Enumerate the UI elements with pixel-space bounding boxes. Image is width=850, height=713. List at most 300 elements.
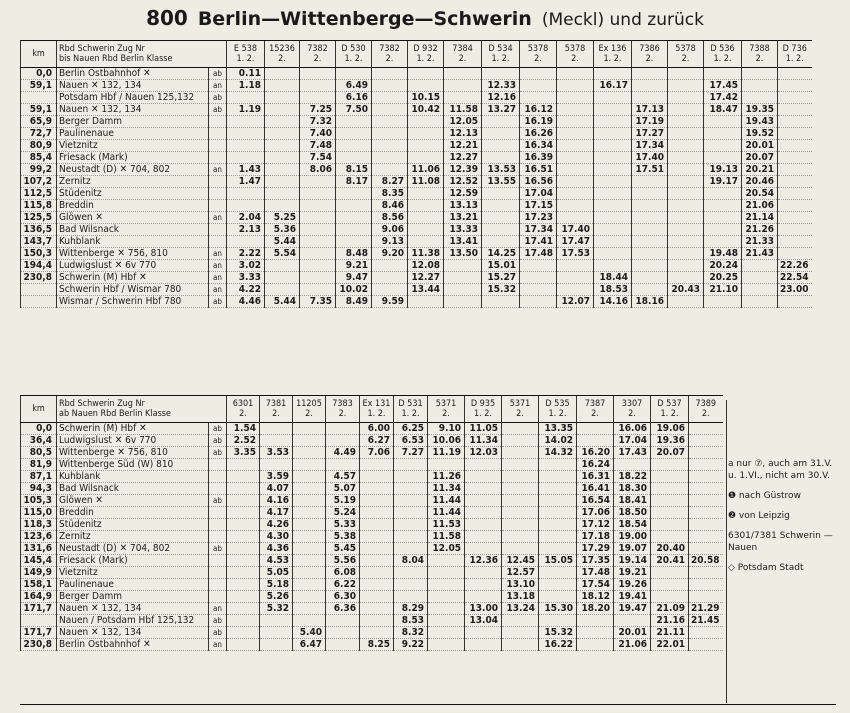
time-cell: 12.21: [444, 140, 482, 152]
train-class: 1. 2.: [416, 54, 435, 64]
time-cell: [668, 80, 704, 92]
time-cell: 1.47: [227, 176, 265, 188]
time-cell: [227, 116, 265, 128]
time-cell: [577, 627, 614, 639]
time-cell: 19.26: [614, 579, 651, 591]
time-cell: 21.14: [742, 212, 778, 224]
time-cell: [482, 200, 520, 212]
train-number: 5378: [527, 44, 549, 54]
time-cell: 8.15: [336, 164, 372, 176]
time-cell: [778, 164, 812, 176]
time-cell: [482, 188, 520, 200]
time-cell: [227, 555, 260, 567]
time-cell: 16.34: [520, 140, 557, 152]
station-name: Friesack (Mark): [57, 555, 209, 567]
time-cell: [260, 423, 293, 435]
station-row: [21, 68, 812, 80]
time-cell: 13.41: [444, 236, 482, 248]
station-row: [21, 639, 723, 651]
time-cell: 6.25: [394, 423, 428, 435]
time-cell: [428, 591, 465, 603]
time-cell: 7.06: [360, 447, 394, 459]
time-cell: [360, 543, 394, 555]
time-cell: [594, 236, 632, 248]
train-header: [227, 396, 260, 423]
station-name: Paulinenaue: [57, 579, 209, 591]
train-header: [265, 41, 300, 68]
time-cell: 17.04: [520, 188, 557, 200]
time-cell: [265, 176, 300, 188]
time-cell: [668, 200, 704, 212]
time-cell: 21.29: [689, 603, 723, 615]
time-cell: [689, 423, 723, 435]
time-cell: 17.41: [520, 236, 557, 248]
train-class: 2.: [534, 54, 542, 64]
train-number: D 531: [398, 399, 423, 409]
time-cell: [557, 68, 594, 80]
time-cell: [594, 152, 632, 164]
time-cell: [408, 140, 444, 152]
train-class: 2.: [442, 409, 450, 419]
time-cell: 8.25: [360, 639, 394, 651]
time-cell: 19.36: [651, 435, 689, 447]
time-cell: [300, 248, 336, 260]
time-cell: 4.36: [260, 543, 293, 555]
time-cell: 18.16: [632, 296, 668, 308]
train-number: D 534: [488, 44, 513, 54]
time-cell: 5.36: [265, 224, 300, 236]
time-cell: [632, 68, 668, 80]
station-name: Berlin Ostbahnhof ✕: [57, 639, 209, 651]
time-cell: 5.40: [293, 627, 326, 639]
time-cell: 16.22: [539, 639, 577, 651]
km-value: [21, 92, 57, 104]
time-cell: [300, 212, 336, 224]
time-cell: [372, 128, 408, 140]
station-row: [21, 543, 723, 555]
time-cell: [293, 531, 326, 543]
arr-dep: [209, 128, 227, 140]
time-cell: 17.12: [577, 519, 614, 531]
time-cell: [520, 272, 557, 284]
time-cell: [689, 531, 723, 543]
time-cell: [778, 128, 812, 140]
time-cell: 19.47: [614, 603, 651, 615]
time-cell: [265, 200, 300, 212]
time-cell: 11.38: [408, 248, 444, 260]
time-cell: [300, 80, 336, 92]
time-cell: [651, 591, 689, 603]
time-cell: [293, 435, 326, 447]
time-cell: [502, 519, 539, 531]
train-header: [372, 41, 408, 68]
time-cell: 19.21: [614, 567, 651, 579]
arr-dep: ab: [209, 543, 227, 555]
time-cell: [372, 272, 408, 284]
station-row: [21, 459, 723, 471]
station-name: Paulinenaue: [57, 128, 209, 140]
time-cell: 16.12: [520, 104, 557, 116]
time-cell: 0.11: [227, 68, 265, 80]
time-cell: [336, 116, 372, 128]
time-cell: [227, 627, 260, 639]
time-cell: [408, 296, 444, 308]
time-cell: [704, 224, 742, 236]
station-row: [21, 200, 812, 212]
header-label: [57, 396, 227, 423]
time-cell: 16.19: [520, 116, 557, 128]
train-number: D 935: [470, 399, 496, 409]
time-cell: 19.52: [742, 128, 778, 140]
time-cell: 5.33: [326, 519, 360, 531]
station-name: Nauen ✕ 132, 134: [57, 80, 209, 92]
route-name: Berlin—Wittenberge—Schwerin: [197, 8, 532, 30]
time-cell: [520, 92, 557, 104]
train-header: [520, 41, 557, 68]
time-cell: [557, 92, 594, 104]
time-cell: [227, 188, 265, 200]
footnote: ◇ Potsdam Stadt: [728, 563, 804, 573]
time-cell: 4.22: [227, 284, 265, 296]
time-cell: 18.12: [577, 591, 614, 603]
time-cell: [408, 80, 444, 92]
train-header: [444, 41, 482, 68]
time-cell: [594, 248, 632, 260]
train-number: D 736: [782, 44, 807, 54]
train-header: [336, 41, 372, 68]
time-cell: [428, 603, 465, 615]
time-cell: [408, 212, 444, 224]
train-header: [614, 396, 651, 423]
time-cell: [227, 200, 265, 212]
station-name: Neustadt (D) ✕ 704, 802: [57, 164, 209, 176]
time-cell: [668, 260, 704, 272]
arr-dep: an: [209, 164, 227, 176]
train-class: 2.: [458, 54, 467, 64]
time-cell: [577, 423, 614, 435]
time-cell: [444, 284, 482, 296]
time-cell: 6.49: [336, 80, 372, 92]
station-row: [21, 248, 812, 260]
time-cell: [502, 543, 539, 555]
time-cell: 19.13: [704, 164, 742, 176]
time-cell: 10.06: [428, 435, 465, 447]
time-cell: [394, 483, 428, 495]
time-cell: [227, 471, 260, 483]
station-row: [21, 116, 812, 128]
time-cell: 2.13: [227, 224, 265, 236]
footnotes: [728, 458, 840, 582]
train-header: [502, 396, 539, 423]
time-cell: [227, 579, 260, 591]
time-cell: [394, 459, 428, 471]
time-cell: 3.53: [260, 447, 293, 459]
time-cell: [372, 104, 408, 116]
footnote: ❷ von Leipzig: [728, 511, 790, 521]
time-cell: [300, 68, 336, 80]
station-row: [21, 495, 723, 507]
station-row: [21, 152, 812, 164]
time-cell: [668, 164, 704, 176]
time-cell: [394, 471, 428, 483]
station-name: Potsdam Hbf / Nauen 125,132: [57, 92, 209, 104]
arr-dep: [209, 579, 227, 591]
arr-dep: [209, 591, 227, 603]
arr-dep: [209, 200, 227, 212]
time-cell: 5.19: [326, 495, 360, 507]
time-cell: 23.00: [778, 284, 812, 296]
time-cell: 13.27: [482, 104, 520, 116]
train-number: 7382: [379, 44, 400, 54]
time-cell: 13.35: [539, 423, 577, 435]
time-cell: [632, 248, 668, 260]
train-number: D 537: [657, 399, 682, 409]
time-cell: 5.38: [326, 531, 360, 543]
time-cell: 12.05: [428, 543, 465, 555]
time-cell: [408, 188, 444, 200]
time-cell: 5.45: [326, 543, 360, 555]
time-cell: [227, 92, 265, 104]
time-cell: [742, 272, 778, 284]
time-cell: [227, 128, 265, 140]
time-cell: 21.06: [614, 639, 651, 651]
time-cell: [704, 212, 742, 224]
time-cell: [539, 591, 577, 603]
station-name: Glöwen ✕: [57, 212, 209, 224]
time-cell: 17.43: [614, 447, 651, 459]
time-cell: 4.26: [260, 519, 293, 531]
time-cell: [742, 284, 778, 296]
time-cell: [372, 140, 408, 152]
time-cell: 8.53: [394, 615, 428, 627]
time-cell: 21.09: [651, 603, 689, 615]
time-cell: 5.07: [326, 483, 360, 495]
time-cell: [360, 495, 394, 507]
time-cell: 2.04: [227, 212, 265, 224]
time-cell: [428, 579, 465, 591]
time-cell: 5.26: [260, 591, 293, 603]
time-cell: [265, 188, 300, 200]
time-cell: 21.11: [651, 627, 689, 639]
time-cell: [300, 188, 336, 200]
time-cell: 13.55: [482, 176, 520, 188]
km-value: 0,0: [21, 68, 57, 80]
time-cell: [293, 555, 326, 567]
time-cell: 18.53: [594, 284, 632, 296]
time-cell: 22.54: [778, 272, 812, 284]
time-cell: 14.16: [594, 296, 632, 308]
time-cell: [465, 459, 502, 471]
time-cell: [651, 495, 689, 507]
time-cell: [265, 272, 300, 284]
time-cell: 12.57: [502, 567, 539, 579]
time-cell: [594, 92, 632, 104]
arr-dep: an: [209, 639, 227, 651]
time-cell: [502, 615, 539, 627]
train-class: 1. 2.: [548, 409, 567, 419]
station-row: [21, 435, 723, 447]
time-cell: [482, 128, 520, 140]
time-cell: 20.07: [742, 152, 778, 164]
station-name: Berger Damm: [57, 591, 209, 603]
time-cell: 8.46: [372, 200, 408, 212]
train-header: [227, 41, 265, 68]
time-cell: 15.27: [482, 272, 520, 284]
time-cell: [742, 80, 778, 92]
time-cell: 7.48: [300, 140, 336, 152]
time-cell: [689, 591, 723, 603]
time-cell: [265, 140, 300, 152]
station-name: Ludwigslust ✕ 6v 770: [57, 435, 209, 447]
time-cell: 18.54: [614, 519, 651, 531]
train-class: 1. 2.: [236, 54, 255, 64]
time-cell: 13.18: [502, 591, 539, 603]
station-name: Kuhblank: [57, 471, 209, 483]
time-cell: 22.26: [778, 260, 812, 272]
station-name: Vietznitz: [57, 567, 209, 579]
time-cell: [557, 212, 594, 224]
station-name: Wittenberge ✕ 756, 810: [57, 248, 209, 260]
km-value: 112,5: [21, 188, 57, 200]
km-value: 36,4: [21, 435, 57, 447]
arr-dep: [209, 483, 227, 495]
time-cell: 15.32: [539, 627, 577, 639]
time-cell: [689, 471, 723, 483]
time-cell: 11.08: [408, 176, 444, 188]
time-cell: 19.14: [614, 555, 651, 567]
time-cell: 18.41: [614, 495, 651, 507]
station-name: Nauen ✕ 132, 134: [57, 603, 209, 615]
time-cell: [704, 152, 742, 164]
time-cell: 11.05: [465, 423, 502, 435]
time-cell: 5.54: [265, 248, 300, 260]
km-value: 230,8: [21, 639, 57, 651]
time-cell: 5.44: [265, 236, 300, 248]
time-cell: [594, 116, 632, 128]
time-cell: [668, 296, 704, 308]
time-cell: 21.16: [651, 615, 689, 627]
time-cell: 16.39: [520, 152, 557, 164]
time-cell: [293, 591, 326, 603]
arr-dep: [209, 176, 227, 188]
time-cell: [557, 128, 594, 140]
train-class: 2.: [571, 54, 579, 64]
time-cell: 19.48: [704, 248, 742, 260]
time-cell: [594, 200, 632, 212]
bottom-timetable: [20, 395, 723, 651]
time-cell: 6.30: [326, 591, 360, 603]
km-value: 118,3: [21, 519, 57, 531]
time-cell: [372, 116, 408, 128]
time-cell: 1.43: [227, 164, 265, 176]
time-cell: [336, 68, 372, 80]
train-number: Ex 131: [362, 399, 391, 409]
time-cell: 18.30: [614, 483, 651, 495]
station-row: [21, 128, 812, 140]
arr-dep: [209, 555, 227, 567]
train-header: [300, 41, 336, 68]
time-cell: [265, 284, 300, 296]
station-name: Berger Damm: [57, 116, 209, 128]
time-cell: 17.34: [520, 224, 557, 236]
time-cell: [557, 116, 594, 128]
train-class: 2.: [338, 409, 347, 419]
time-cell: [557, 176, 594, 188]
time-cell: [326, 459, 360, 471]
time-cell: 5.56: [326, 555, 360, 567]
time-cell: 8.35: [372, 188, 408, 200]
time-cell: [465, 579, 502, 591]
time-cell: 6.22: [326, 579, 360, 591]
time-cell: [778, 188, 812, 200]
time-cell: [482, 224, 520, 236]
time-cell: [336, 140, 372, 152]
km-value: 123,6: [21, 531, 57, 543]
time-cell: 17.06: [577, 507, 614, 519]
train-class: 2.: [272, 409, 280, 419]
table-number: 800: [146, 6, 188, 30]
time-cell: [444, 296, 482, 308]
station-name: Stüdenitz: [57, 188, 209, 200]
time-cell: [502, 423, 539, 435]
time-cell: [300, 272, 336, 284]
station-name: Friesack (Mark): [57, 152, 209, 164]
train-header: [668, 41, 704, 68]
km-value: 171,7: [21, 603, 57, 615]
station-name: Breddin: [57, 507, 209, 519]
time-cell: [227, 140, 265, 152]
time-cell: [293, 447, 326, 459]
time-cell: 17.23: [520, 212, 557, 224]
station-row: [21, 260, 812, 272]
train-number: 5371: [509, 399, 531, 409]
time-cell: 1.19: [227, 104, 265, 116]
arr-dep: ab: [209, 68, 227, 80]
time-cell: [360, 615, 394, 627]
time-cell: 4.16: [260, 495, 293, 507]
time-cell: [260, 639, 293, 651]
time-cell: [444, 272, 482, 284]
time-cell: 1.54: [227, 423, 260, 435]
time-cell: [689, 579, 723, 591]
time-cell: 8.56: [372, 212, 408, 224]
time-cell: [632, 188, 668, 200]
train-header: [704, 41, 742, 68]
station-name: Ludwigslust ✕ 6v 770: [57, 260, 209, 272]
arr-dep: [209, 507, 227, 519]
arr-dep: [209, 471, 227, 483]
time-cell: [227, 495, 260, 507]
time-cell: [689, 435, 723, 447]
km-value: 85,4: [21, 152, 57, 164]
time-cell: [293, 423, 326, 435]
time-cell: [265, 80, 300, 92]
station-row: [21, 603, 723, 615]
time-cell: [557, 284, 594, 296]
time-cell: 10.02: [336, 284, 372, 296]
time-cell: [227, 567, 260, 579]
time-cell: [557, 188, 594, 200]
train-class: 1. 2.: [713, 54, 732, 64]
time-cell: [394, 495, 428, 507]
time-cell: [520, 80, 557, 92]
arr-dep: ab: [209, 447, 227, 459]
time-cell: [336, 188, 372, 200]
time-cell: [594, 260, 632, 272]
time-cell: [227, 236, 265, 248]
time-cell: [632, 200, 668, 212]
time-cell: 20.01: [614, 627, 651, 639]
